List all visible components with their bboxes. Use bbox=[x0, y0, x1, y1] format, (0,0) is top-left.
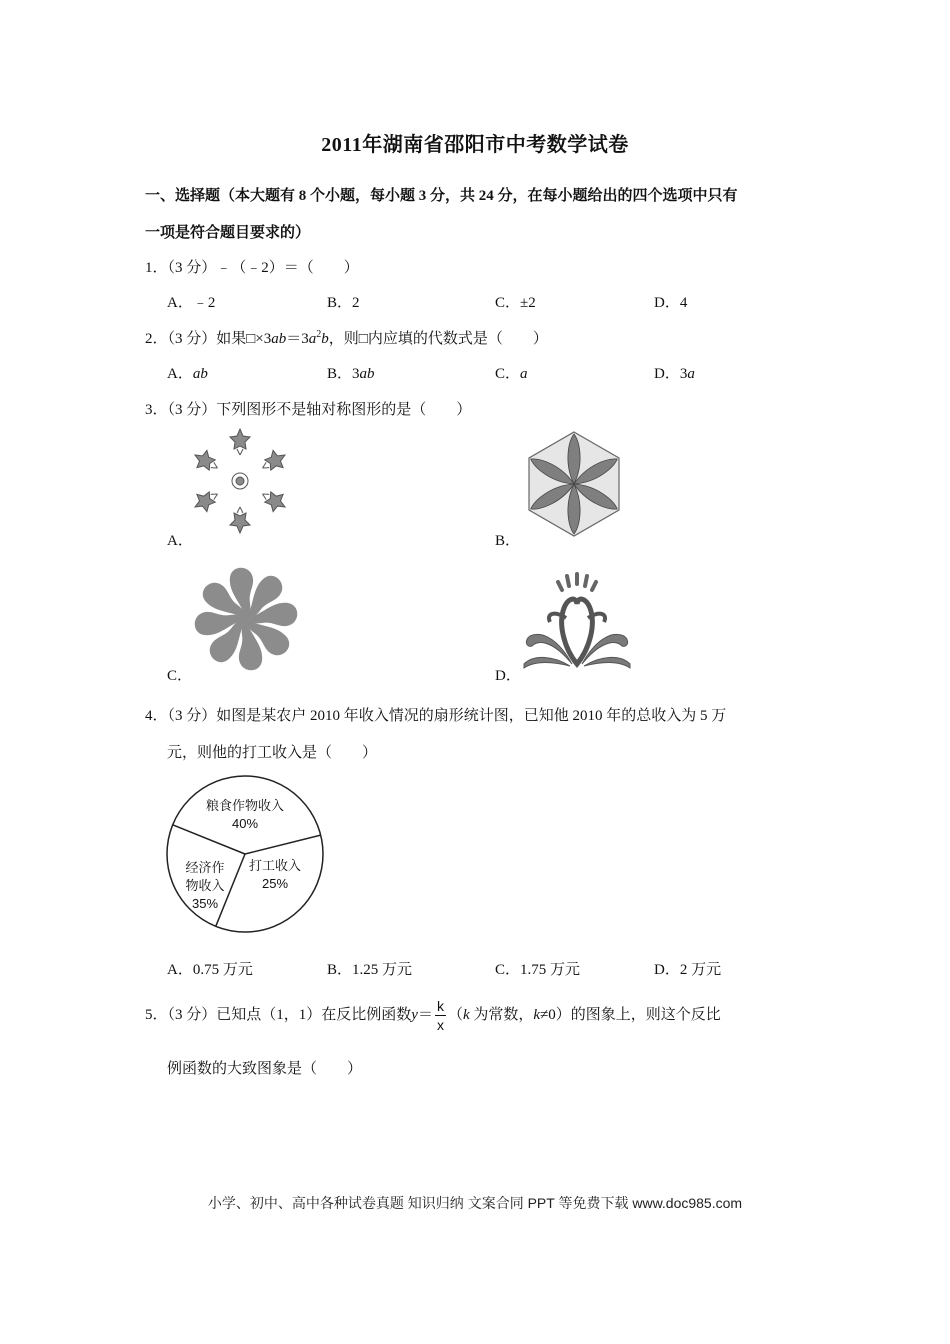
question-5-line1: 5．（3 分）已知点（1，1）在反比例函数y＝ $\frac{k}{x}$ （k 为常数，k≠0）的图象上，则这个反比 bbox=[145, 998, 721, 1034]
q4-option-a: A．0.75 万元 bbox=[167, 962, 253, 978]
q2-option-d: D．3a bbox=[654, 366, 695, 382]
q2-option-c: C．a bbox=[495, 366, 528, 382]
figure-a-snowflake bbox=[188, 425, 292, 537]
q3-label-b: B． bbox=[495, 533, 521, 549]
pie-label-3-line-1: 打工收入 bbox=[248, 858, 302, 873]
question-2: 2．（3 分）如果$□\times 3ab=3a^2b$，则□内应填的代数式是（ ） bbox=[145, 329, 548, 347]
q3-label-c: C． bbox=[167, 668, 193, 684]
q1-option-b: B．2 bbox=[327, 295, 360, 311]
pie-percent-2: 35% bbox=[191, 896, 219, 911]
pie-label-2-line-2: 物收入 bbox=[185, 878, 225, 893]
pie-percent-3: 25% bbox=[261, 876, 289, 891]
question-1: 1．（3 分）﹣（﹣2）＝（ ） bbox=[145, 260, 359, 276]
fraction-k-over-x: $\frac{k}{x}$ bbox=[436, 998, 444, 1034]
q3-label-a: A． bbox=[167, 533, 193, 549]
pie-label-2-line-1: 经济作 bbox=[185, 860, 225, 875]
q1-option-c: C．±2 bbox=[495, 295, 536, 311]
question-4-line1: 4．（3 分）如图是某农户 2010 年收入情况的扇形统计图，已知他 2010 年的总收入为 5 万 bbox=[145, 708, 727, 724]
section-heading-line2: 一项是符合题目要求的） bbox=[145, 225, 311, 241]
page-title: 2011年湖南省邵阳市中考数学试卷 bbox=[321, 134, 629, 156]
question-5-line2: 例函数的大致图象是（ ） bbox=[167, 1061, 363, 1077]
figure-d-fountain-plant bbox=[520, 568, 634, 672]
question-4-line2: 元，则他的打工收入是（ ） bbox=[167, 745, 378, 761]
page-footer: 小学、初中、高中各种试卷真题 知识归纳 文案合同 PPT 等免费下载 www.doc985.com bbox=[207, 1195, 743, 1211]
q1-option-a: A．﹣2 bbox=[167, 295, 216, 311]
figure-c-pinwheel bbox=[190, 563, 302, 675]
q4-option-d: D．2 万元 bbox=[654, 962, 722, 978]
question-3: 3．（3 分）下列图形不是轴对称图形的是（ ） bbox=[145, 402, 472, 418]
figure-b-hexagon-flower bbox=[518, 428, 630, 540]
q2-option-a: A．ab bbox=[167, 366, 208, 382]
q4-option-b: B．1.25 万元 bbox=[327, 962, 413, 978]
q4-option-c: C．1.75 万元 bbox=[495, 962, 581, 978]
section-heading-line1: 一、选择题（本大题有 8 个小题，每小题 3 分，共 24 分，在每小题给出的四个选项中只有 bbox=[145, 188, 738, 204]
q2-option-b: B．3ab bbox=[327, 366, 375, 382]
pie-chart bbox=[163, 772, 327, 936]
q1-option-d: D．4 bbox=[654, 295, 688, 311]
pie-label-1-line-1: 粮食作物收入 bbox=[205, 798, 285, 813]
pie-percent-1: 40% bbox=[231, 816, 259, 831]
q3-label-d: D． bbox=[495, 668, 521, 684]
